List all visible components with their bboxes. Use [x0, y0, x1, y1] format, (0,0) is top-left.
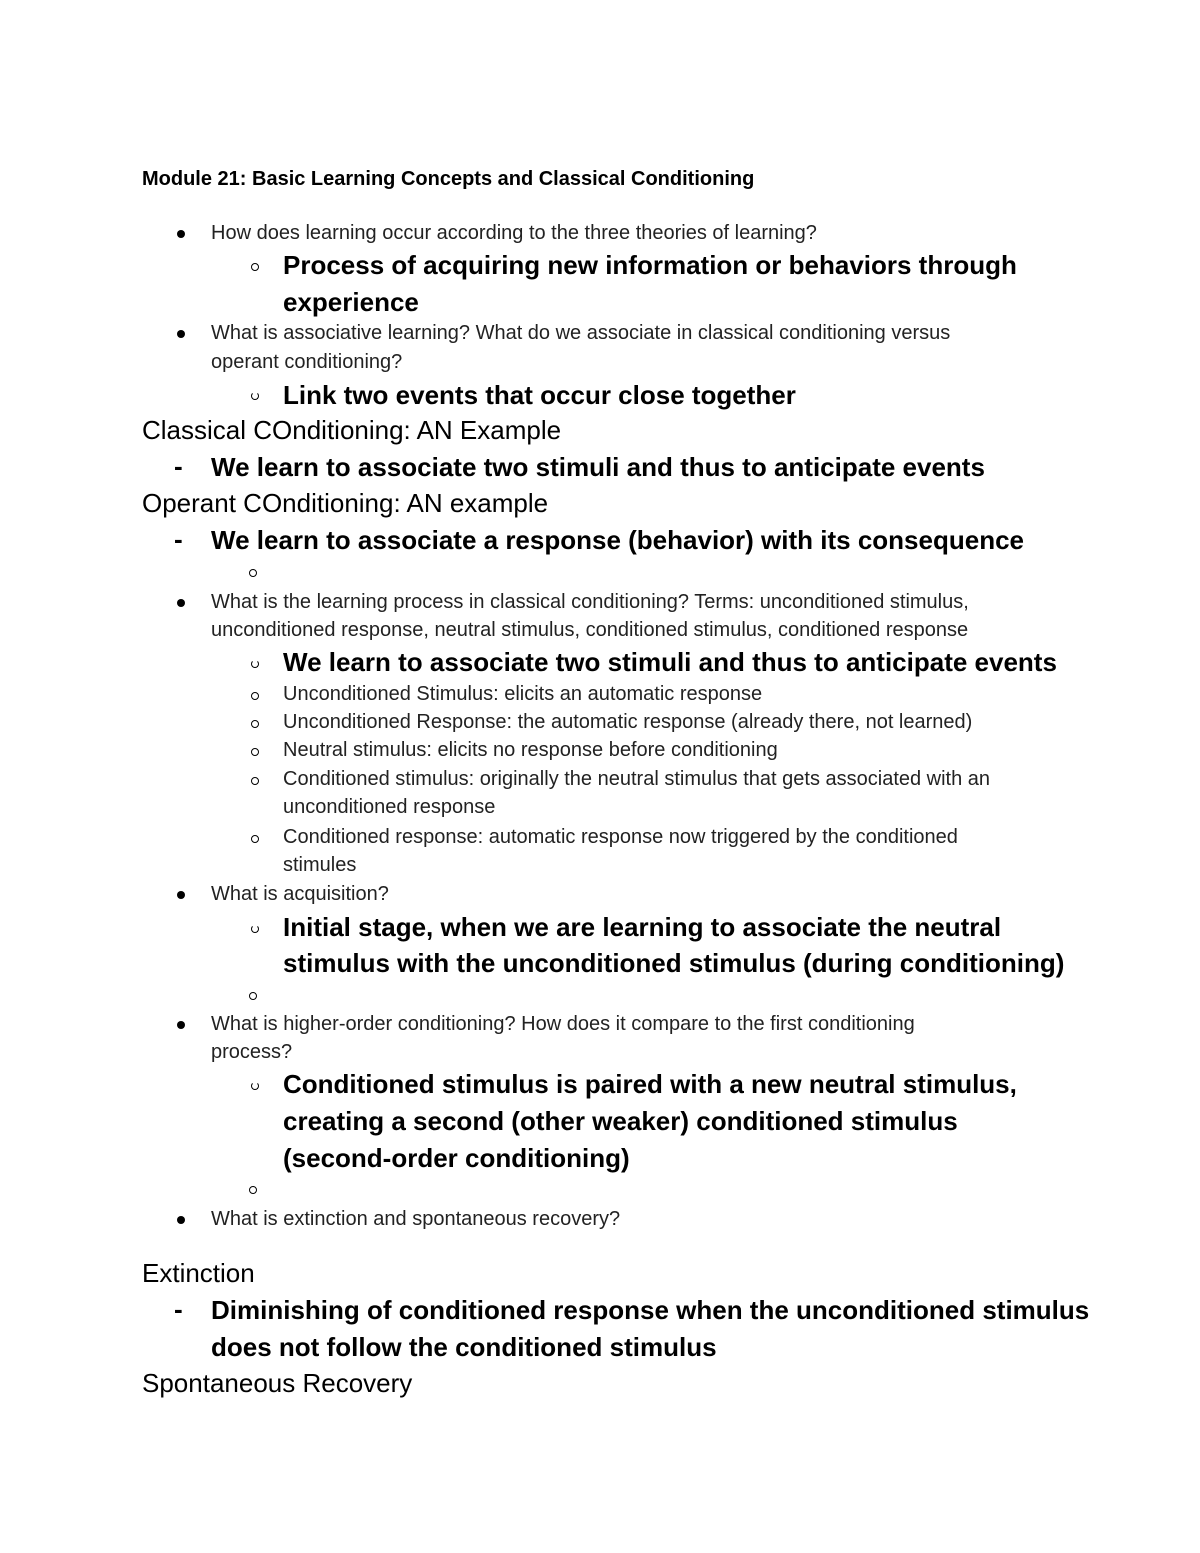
circle-bullet-icon: [251, 1082, 259, 1090]
answer-higher-order-line3: (second-order conditioning): [283, 1143, 630, 1173]
term-conditioned-stimulus-line2: unconditioned response: [283, 796, 496, 818]
question-extinction: What is extinction and spontaneous recovery?: [211, 1208, 621, 1230]
heading-extinction: Extinction: [142, 1258, 255, 1288]
question-associative-line1: What is associative learning? What do we associate in classical conditioning versus: [211, 322, 951, 344]
dash-marker: -: [174, 451, 183, 481]
circle-bullet-icon: [251, 660, 259, 668]
circle-bullet-icon: [249, 1186, 257, 1194]
bullet-icon: [177, 330, 185, 338]
heading-spontaneous-recovery: Spontaneous Recovery: [142, 1368, 413, 1398]
answer-learning-line1: Process of acquiring new information or behaviors through: [283, 250, 1017, 280]
circle-bullet-icon: [249, 992, 257, 1000]
answer-higher-order-line2: creating a second (other weaker) conditioned stimulus: [283, 1106, 958, 1136]
bullet-icon: [177, 1216, 185, 1224]
term-neutral-stimulus: Neutral stimulus: elicits no response before conditioning: [283, 739, 778, 761]
question-higher-order-line2: process?: [211, 1041, 293, 1063]
bullet-icon: [177, 230, 185, 238]
question-higher-order-line1: What is higher-order conditioning? How does it compare to the first conditioning: [211, 1013, 915, 1035]
extinction-description-line1: Diminishing of conditioned response when the unconditioned stimulus: [211, 1295, 1090, 1325]
heading-classical: Classical COnditioning: AN Example: [142, 415, 562, 445]
question-process-line1: What is the learning process in classical conditioning? Terms: unconditioned stimulus,: [211, 591, 969, 613]
question-acquisition: What is acquisition?: [211, 883, 389, 905]
answer-higher-order-line1: Conditioned stimulus is paired with a new neutral stimulus,: [283, 1069, 1017, 1099]
extinction-description-line2: does not follow the conditioned stimulus: [211, 1332, 717, 1362]
operant-description: We learn to associate a response (behavior) with its consequence: [211, 525, 1024, 555]
answer-process: We learn to associate two stimuli and thus to anticipate events: [283, 647, 1057, 677]
term-conditioned-response-line2: stimules: [283, 854, 357, 876]
circle-bullet-icon: [251, 692, 259, 700]
question-process-line2: unconditioned response, neutral stimulus, conditioned stimulus, conditioned response: [211, 619, 969, 641]
term-unconditioned-stimulus: Unconditioned Stimulus: elicits an automatic response: [283, 683, 763, 705]
term-conditioned-stimulus-line1: Conditioned stimulus: originally the neutral stimulus that gets associated with an: [283, 768, 991, 790]
dash-marker: -: [174, 1294, 183, 1324]
page-title: Module 21: Basic Learning Concepts and Classical Conditioning: [142, 168, 755, 190]
circle-bullet-icon: [251, 392, 259, 400]
circle-bullet-icon: [251, 263, 259, 271]
classical-description: We learn to associate two stimuli and thus to anticipate events: [211, 452, 985, 482]
circle-bullet-icon: [251, 748, 259, 756]
answer-associative: Link two events that occur close together: [283, 380, 796, 410]
question-learning: How does learning occur according to the three theories of learning?: [211, 222, 817, 244]
term-conditioned-response-line1: Conditioned response: automatic response now triggered by the conditioned: [283, 826, 958, 848]
question-associative-line2: operant conditioning?: [211, 351, 403, 373]
answer-acquisition-line2: stimulus with the unconditioned stimulus (during conditioning): [283, 948, 1065, 978]
heading-operant: Operant COnditioning: AN example: [142, 488, 549, 518]
circle-bullet-icon: [249, 569, 257, 577]
circle-bullet-icon: [251, 835, 259, 843]
dash-marker: -: [174, 524, 183, 554]
bullet-icon: [177, 1021, 185, 1029]
circle-bullet-icon: [251, 720, 259, 728]
bullet-icon: [177, 891, 185, 899]
answer-acquisition-line1: Initial stage, when we are learning to associate the neutral: [283, 912, 1002, 942]
circle-bullet-icon: [251, 777, 259, 785]
term-unconditioned-response: Unconditioned Response: the automatic response (already there, not learned): [283, 711, 973, 733]
answer-learning-line2: experience: [283, 287, 419, 317]
circle-bullet-icon: [251, 925, 259, 933]
bullet-icon: [177, 599, 185, 607]
